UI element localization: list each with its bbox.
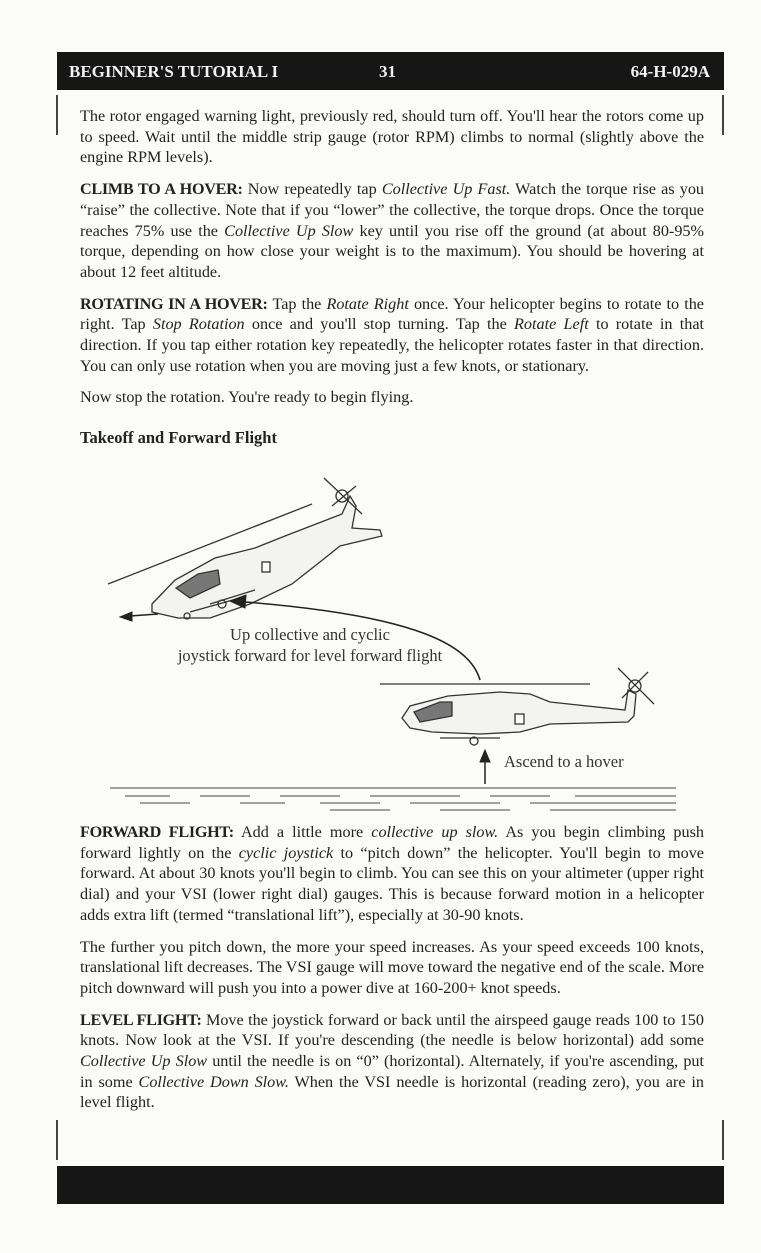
- heading-climb-to-hover: CLIMB TO A HOVER:: [80, 180, 243, 199]
- body-text-top: [80, 106, 704, 449]
- document-code: 64-H-029A: [630, 62, 710, 81]
- text-run: Tap the: [267, 294, 327, 313]
- text-run: When the VSI needle is horizontal (reading zero), you are in level flight.: [80, 1072, 704, 1112]
- key-name: collective up slow.: [371, 823, 499, 841]
- ground-lines: [110, 788, 676, 810]
- key-name: Stop Rotation: [152, 315, 245, 334]
- paragraph-stop-rotation: Now stop the rotation. You're ready to begin flying.: [80, 388, 414, 407]
- paragraph-level-flight: [80, 1010, 704, 1114]
- text-run: once. Your helicopter begins to rotate to the right. Tap: [80, 294, 704, 334]
- page-footer: [57, 1166, 724, 1204]
- text-run: once and you'll stop turning. Tap the: [244, 315, 515, 334]
- key-name: Rotate Right: [326, 294, 409, 313]
- flight-direction-arrow: [120, 612, 158, 621]
- paragraph-pitch-down: The further you pitch down, the more your speed increases. As your speed exceeds 100 knots, translational lift decreases. The VSI gauge will move toward the negative end of the scale. More pitch downward will push you into a power dive at 160-200+ knot speeds.: [80, 937, 704, 997]
- paragraph-rotor-engaged: The rotor engaged warning light, previously red, should turn off. You'll hear the rotors come up to speed. Wait until the middle strip gauge (rotor RPM) climbs to normal (slightly above the engine RPM levels).: [80, 107, 704, 167]
- text-run: Watch the torque rise as you “raise” the collective. Note that if you “lower” the collective, the torque drops. Once the torque reaches 75% use the: [80, 180, 705, 240]
- caption-line: joystick forward for level forward flight: [177, 646, 443, 665]
- text-run: Add a little more: [233, 823, 372, 841]
- text-run: key until you rise off the ground (at about 80-95% torque, depending on how close your weight is to the maximum). You should be hovering at about 12 feet altitude.: [80, 221, 704, 281]
- chapter-title: BEGINNER'S TUTORIAL I: [69, 62, 279, 81]
- heading-rotating-in-hover: ROTATING IN A HOVER:: [80, 294, 268, 313]
- left-margin-rule-bottom: [56, 1120, 58, 1160]
- key-name: Collective Up Fast.: [381, 180, 511, 199]
- key-name: Rotate Left: [514, 315, 589, 334]
- caption-ascend-hover: Ascend to a hover: [504, 752, 624, 771]
- page-header: [57, 52, 724, 90]
- key-name: Collective Up Slow: [80, 1052, 208, 1071]
- text-run: As you begin climbing push forward lightly on the: [80, 823, 704, 862]
- paragraph-forward-flight: [80, 822, 704, 926]
- text-run: Move the joystick forward or back until the airspeed gauge reads 100 to 150 knots. Now look at the VSI. If you're descending (the needle is below horizontal) add some: [80, 1010, 704, 1050]
- text-run: Now repeatedly tap: [242, 180, 382, 199]
- body-text-bottom: [80, 822, 704, 1124]
- right-margin-rule-bottom: [722, 1120, 724, 1160]
- heading-level-flight: LEVEL FLIGHT:: [80, 1010, 202, 1029]
- section-heading: Takeoff and Forward Flight: [80, 428, 277, 448]
- page-number: 31: [379, 62, 396, 81]
- paragraph-climb-to-hover: [80, 179, 704, 283]
- caption-line: Up collective and cyclic: [230, 625, 390, 644]
- text-run: to “pitch down” the helicopter. You'll begin to move forward. At about 30 knots you'll begin to climb. You can see this on your altimeter (upper right dial) and your VSI (lower right dial) gauges. This is because forward motion in a helicopter adds extra lift (termed “translational lift”), especially at 30-90 knots.: [80, 843, 704, 924]
- text-run: until the needle is on “0” (horizontal). Alternately, if you're ascending, put in some: [80, 1052, 704, 1091]
- helicopter-hovering: [380, 668, 654, 745]
- key-name: Collective Down Slow.: [138, 1072, 289, 1091]
- heading-forward-flight: FORWARD FLIGHT:: [80, 823, 234, 841]
- key-name: Collective Up Slow: [224, 221, 354, 240]
- caption-forward-flight: [120, 624, 500, 666]
- ascend-arrow: [480, 750, 490, 784]
- control-name: cyclic joystick: [238, 843, 334, 862]
- right-margin-rule: [722, 95, 724, 135]
- helicopter-illustration: [80, 466, 704, 816]
- paragraph-rotating-in-hover: [80, 294, 704, 377]
- text-run: to rotate in that direction. If you tap either rotation key repeatedly, the helicopter rotates faster in that direction. You can only use rotation when you are moving just a few knots, or stationary.: [80, 315, 704, 375]
- left-margin-rule: [56, 95, 58, 135]
